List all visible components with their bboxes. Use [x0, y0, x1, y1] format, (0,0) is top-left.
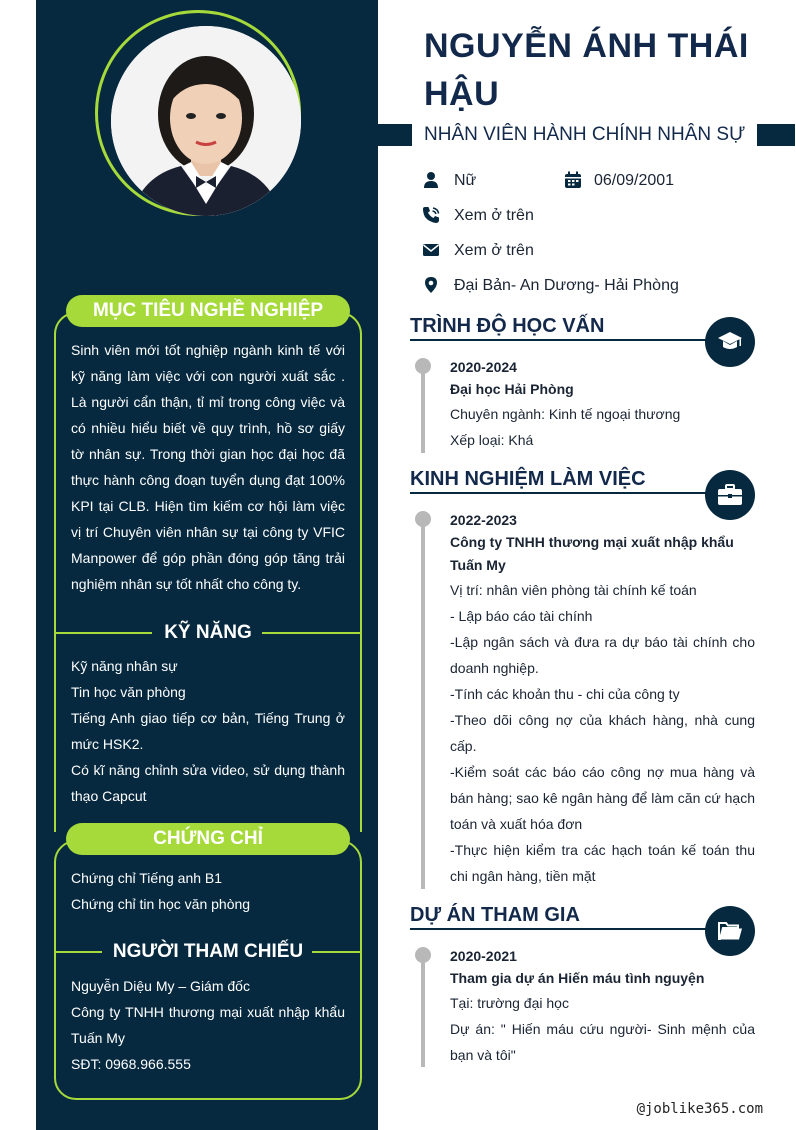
- objective-text: Sinh viên mới tốt nghiệp ngành kinh tế với kỹ năng làm việc với con người xuất sắc . Là người cẩn thận, tỉ mỉ trong công việc và có nhiều hiểu biết về quy trình, hồ sơ giấy tờ nhân sự. Trong thời gian học đại học đã thực hành công đoạn tuyển dụng đạt 100% KPI tại CLB. Hiện tìm kiếm cơ hội làm việc vị trí Chuyên viên nhân sự tại công ty VFIC Manpower để góp phần đóng góp tăng trải nghiệm nhân sự tốt nhất cho công ty.: [71, 342, 345, 592]
- reference-phone: SĐT: 0968.966.555: [71, 1056, 191, 1072]
- project-period: 2020-2021: [450, 948, 517, 964]
- experience-entry: [450, 509, 755, 889]
- title-bar-right: [757, 124, 795, 146]
- user-icon: [422, 171, 440, 189]
- avatar: [111, 26, 301, 216]
- education-major: Chuyên ngành: Kinh tế ngoại thương: [450, 406, 681, 422]
- education-entry: [450, 356, 755, 453]
- list-item: - Lập báo cáo tài chính: [450, 608, 593, 624]
- address-value: Đại Bản- An Dương- Hải Phòng: [454, 277, 679, 294]
- watermark: @joblike365.com: [636, 1101, 763, 1117]
- list-item: Tiếng Anh giao tiếp cơ bản, Tiếng Trung ở mức HSK2.: [71, 710, 345, 752]
- list-item: Chứng chỉ Tiếng anh B1: [71, 870, 223, 886]
- references-title: NGƯỜI THAM CHIẾU: [112, 941, 304, 962]
- timeline-line: [421, 519, 425, 889]
- job-title: NHÂN VIÊN HÀNH CHÍNH NHÂN SỰ: [424, 124, 746, 145]
- references-heading: [56, 938, 360, 966]
- education-grade: Xếp loại: Khá: [450, 432, 534, 448]
- list-item: Tin học văn phòng: [71, 684, 186, 700]
- project-place: Tại: trường đại học: [450, 995, 569, 1011]
- experience-title: KINH NGHIỆM LÀM VIỆC: [410, 468, 646, 490]
- list-item: -Lập ngân sách và đưa ra dự báo tài chính cho doanh nghiệp.: [450, 634, 755, 676]
- phone-value: Xem ở trên: [454, 207, 534, 224]
- briefcase-icon: [717, 482, 743, 508]
- skills-heading: [56, 619, 360, 647]
- list-item: Vị trí: nhân viên phòng tài chính kế toán: [450, 582, 697, 598]
- education-period: 2020-2024: [450, 359, 517, 375]
- list-item: Kỹ năng nhân sự: [71, 658, 178, 674]
- objective-heading: MỤC TIÊU NGHỀ NGHIỆP: [66, 295, 350, 327]
- section-divider: [410, 339, 710, 341]
- list-item: Chứng chỉ tin học văn phòng: [71, 896, 251, 912]
- phone-icon: [422, 206, 440, 224]
- timeline-line: [421, 955, 425, 1067]
- title-bar-left: [378, 124, 412, 146]
- list-item: -Kiểm soát các báo cáo công nợ mua hàng và bán hàng; sao kê ngân hàng để làm căn cứ hạch toán và xuất hóa đơn: [450, 764, 755, 832]
- skills-title: KỸ NĂNG: [164, 622, 252, 643]
- email-value: Xem ở trên: [454, 242, 534, 259]
- certificates-heading: CHỨNG CHỈ: [66, 823, 350, 855]
- section-divider: [410, 492, 710, 494]
- experience-company: Công ty TNHH thương mại xuất nhập khẩu Tuấn My: [450, 534, 734, 573]
- mail-icon: [422, 241, 440, 259]
- candidate-name: NGUYỄN ÁNH THÁI HẬU: [424, 27, 749, 113]
- graduation-cap-icon: [717, 329, 743, 355]
- location-icon: [422, 276, 440, 294]
- projects-title: DỰ ÁN THAM GIA: [410, 904, 580, 926]
- reference-company: Công ty TNHH thương mại xuất nhập khẩu Tuấn My: [71, 1004, 345, 1046]
- timeline-line: [421, 366, 425, 453]
- project-detail: Dự án: " Hiến máu cứu người- Sinh mệnh của bạn và tôi": [450, 1021, 755, 1063]
- skills-list: [71, 653, 345, 809]
- list-item: -Theo dõi công nợ của khách hàng, nhà cung cấp.: [450, 712, 755, 754]
- section-divider: [410, 928, 710, 930]
- education-title: TRÌNH ĐỘ HỌC VẤN: [410, 315, 605, 337]
- gender-value: Nữ: [454, 172, 477, 189]
- list-item: -Thực hiện kiểm tra các hạch toán kế toán thu chi ngân hàng, tiền mặt: [450, 842, 755, 884]
- folder-icon: [717, 918, 743, 944]
- calendar-icon: [564, 171, 582, 189]
- reference-person: Nguyễn Diệu My – Giám đốc: [71, 978, 250, 994]
- education-school: Đại học Hải Phòng: [450, 381, 574, 397]
- birthday-value: 06/09/2001: [594, 172, 675, 189]
- certificates-list: [71, 865, 345, 917]
- project-name: Tham gia dự án Hiến máu tình nguyện: [450, 970, 705, 986]
- list-item: -Tính các khoản thu - chi của công ty: [450, 686, 680, 702]
- list-item: Có kĩ năng chỉnh sửa video, sử dụng thành thạo Capcut: [71, 762, 345, 804]
- references-info: [71, 973, 345, 1077]
- experience-period: 2022-2023: [450, 512, 517, 528]
- project-entry: [450, 945, 755, 1068]
